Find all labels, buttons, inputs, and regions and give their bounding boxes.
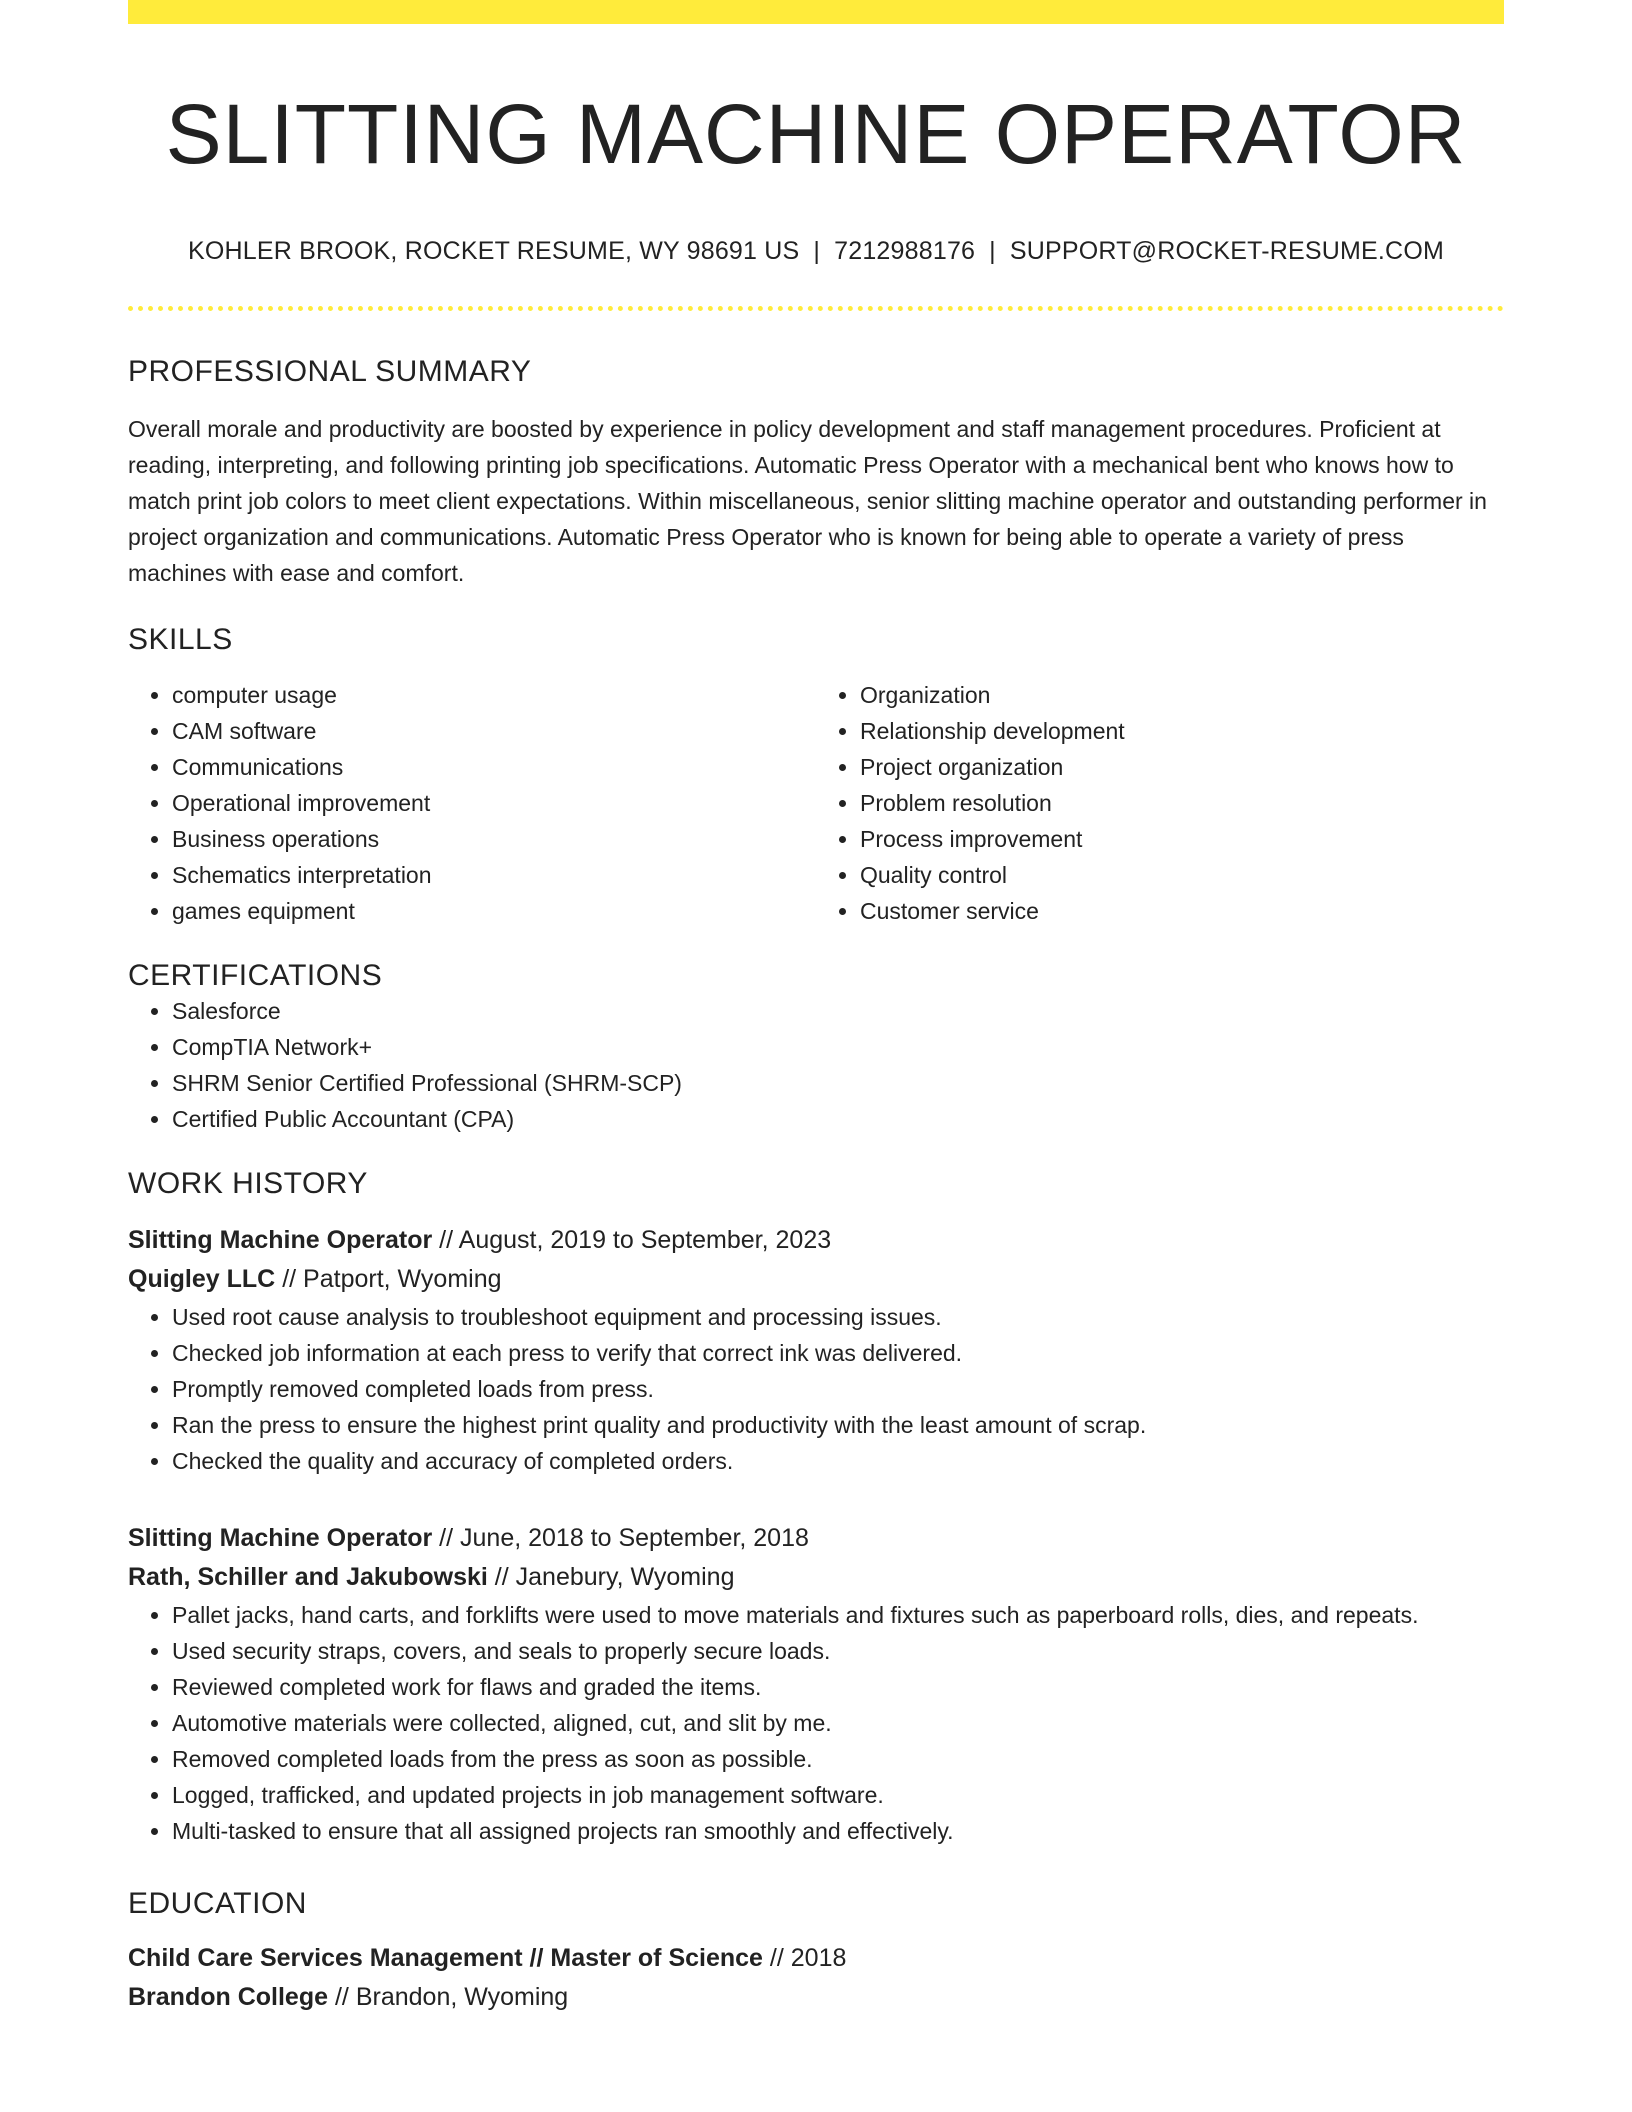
job-entry <box>128 1519 1504 1849</box>
skills-right-list <box>816 677 1504 929</box>
job-duties-list <box>128 1299 1504 1479</box>
contact-address: KOHLER BROOK, ROCKET RESUME, WY 98691 US <box>187 236 800 265</box>
education-location: Brandon, Wyoming <box>355 1982 569 2011</box>
summary-heading: PROFESSIONAL SUMMARY <box>128 354 532 388</box>
job-duty: • Ran the press to ensure the highest print quality and productivity with the least amount of scrap. <box>172 1407 1504 1443</box>
job-duty: • Multi-tasked to ensure that all assigned projects ran smoothly and effectively. <box>172 1813 1504 1849</box>
job-duty: • Logged, trafficked, and updated projects in job management software. <box>172 1777 1504 1813</box>
skills-grid <box>128 677 1504 929</box>
education-entry <box>128 1939 1504 2017</box>
job-duty: • Checked job information at each press to verify that correct ink was delivered. <box>172 1335 1504 1371</box>
skill-item: • Communications <box>172 749 816 785</box>
divider: // <box>282 1264 297 1293</box>
job-dates: August, 2019 to September, 2023 <box>458 1225 832 1254</box>
certification-item: • CompTIA Network+ <box>172 1029 1504 1065</box>
job-title-line <box>128 1519 1504 1558</box>
job-duty: • Removed completed loads from the press as soon as possible. <box>172 1741 1504 1777</box>
education-year: 2018 <box>790 1943 847 1972</box>
skill-item: • Process improvement <box>860 821 1504 857</box>
education-degree-line <box>128 1939 1504 1978</box>
job-title-line <box>128 1221 1504 1260</box>
contact-separator: | <box>813 236 821 265</box>
job-duty: • Used security straps, covers, and seals to properly secure loads. <box>172 1633 1504 1669</box>
job-dates: June, 2018 to September, 2018 <box>460 1523 809 1552</box>
divider: // <box>439 1225 454 1254</box>
job-duty: • Automotive materials were collected, aligned, cut, and slit by me. <box>172 1705 1504 1741</box>
skill-item: • Organization <box>860 677 1504 713</box>
divider: // <box>439 1523 454 1552</box>
job-role: Slitting Machine Operator <box>128 1523 433 1552</box>
job-company: Rath, Schiller and Jakubowski <box>128 1562 488 1591</box>
skill-item: • computer usage <box>172 677 816 713</box>
job-location: Patport, Wyoming <box>303 1264 502 1293</box>
education-school: Brandon College <box>128 1982 329 2011</box>
divider: // <box>769 1943 784 1972</box>
top-accent-bar <box>128 0 1504 24</box>
job-entry <box>128 1221 1504 1479</box>
skill-item: • Schematics interpretation <box>172 857 816 893</box>
divider: // <box>334 1982 349 2011</box>
skill-item: • Problem resolution <box>860 785 1504 821</box>
skills-left-list <box>128 677 816 929</box>
contact-email: SUPPORT@ROCKET-RESUME.COM <box>1009 236 1444 265</box>
resume-name: SLITTING MACHINE OPERATOR <box>165 87 1467 181</box>
contact-phone: 7212988176 <box>834 236 976 265</box>
divider: // <box>494 1562 509 1591</box>
certification-item: • SHRM Senior Certified Professional (SHRM-SCP) <box>172 1065 1504 1101</box>
job-duty: • Promptly removed completed loads from press. <box>172 1371 1504 1407</box>
job-duty: • Reviewed completed work for flaws and graded the items. <box>172 1669 1504 1705</box>
skill-item: • Operational improvement <box>172 785 816 821</box>
skill-item: • Customer service <box>860 893 1504 929</box>
job-role: Slitting Machine Operator <box>128 1225 433 1254</box>
job-company-line <box>128 1558 1504 1597</box>
skill-item: • Project organization <box>860 749 1504 785</box>
resume-page <box>128 0 1504 2017</box>
certification-item: • Salesforce <box>172 993 1504 1029</box>
job-company: Quigley LLC <box>128 1264 276 1293</box>
job-company-line <box>128 1260 1504 1299</box>
education-degree: Child Care Services Management // Master of Science <box>128 1943 763 1972</box>
contact-separator: | <box>989 236 996 265</box>
work-history-heading: WORK HISTORY <box>128 1166 368 1200</box>
skill-item: • games equipment <box>172 893 816 929</box>
certifications-heading: CERTIFICATIONS <box>128 958 383 992</box>
job-duties-list <box>128 1597 1504 1849</box>
certification-item: • Certified Public Accountant (CPA) <box>172 1101 1504 1137</box>
certifications-list <box>128 993 1504 1137</box>
education-school-line <box>128 1978 1504 2017</box>
job-location: Janebury, Wyoming <box>515 1562 735 1591</box>
job-duty: • Checked the quality and accuracy of completed orders. <box>172 1443 1504 1479</box>
job-duty: • Pallet jacks, hand carts, and forklifts were used to move materials and fixtures such as paperboard rolls, dies, and repeats. <box>172 1597 1504 1633</box>
skill-item: • CAM software <box>172 713 816 749</box>
skill-item: • Relationship development <box>860 713 1504 749</box>
skills-heading: SKILLS <box>128 622 233 656</box>
job-duty: • Used root cause analysis to troubleshoot equipment and processing issues. <box>172 1299 1504 1335</box>
contact-line <box>128 237 1504 266</box>
education-heading: EDUCATION <box>128 1886 307 1920</box>
skill-item: • Quality control <box>860 857 1504 893</box>
skill-item: • Business operations <box>172 821 816 857</box>
header-divider <box>128 306 1504 311</box>
summary-text: Overall morale and productivity are boosted by experience in policy development and staff management procedures. Proficient at reading, interpreting, and following printing job specifications. Automatic Press Operator with a mechanical bent who knows how to match print job colors to meet client expectations. Within miscellaneous, senior slitting machine operator and outstanding performer in project organization and communications. Automatic Press Operator who is known for being able to operate a variety of press machines with ease and comfort. <box>128 415 1487 586</box>
